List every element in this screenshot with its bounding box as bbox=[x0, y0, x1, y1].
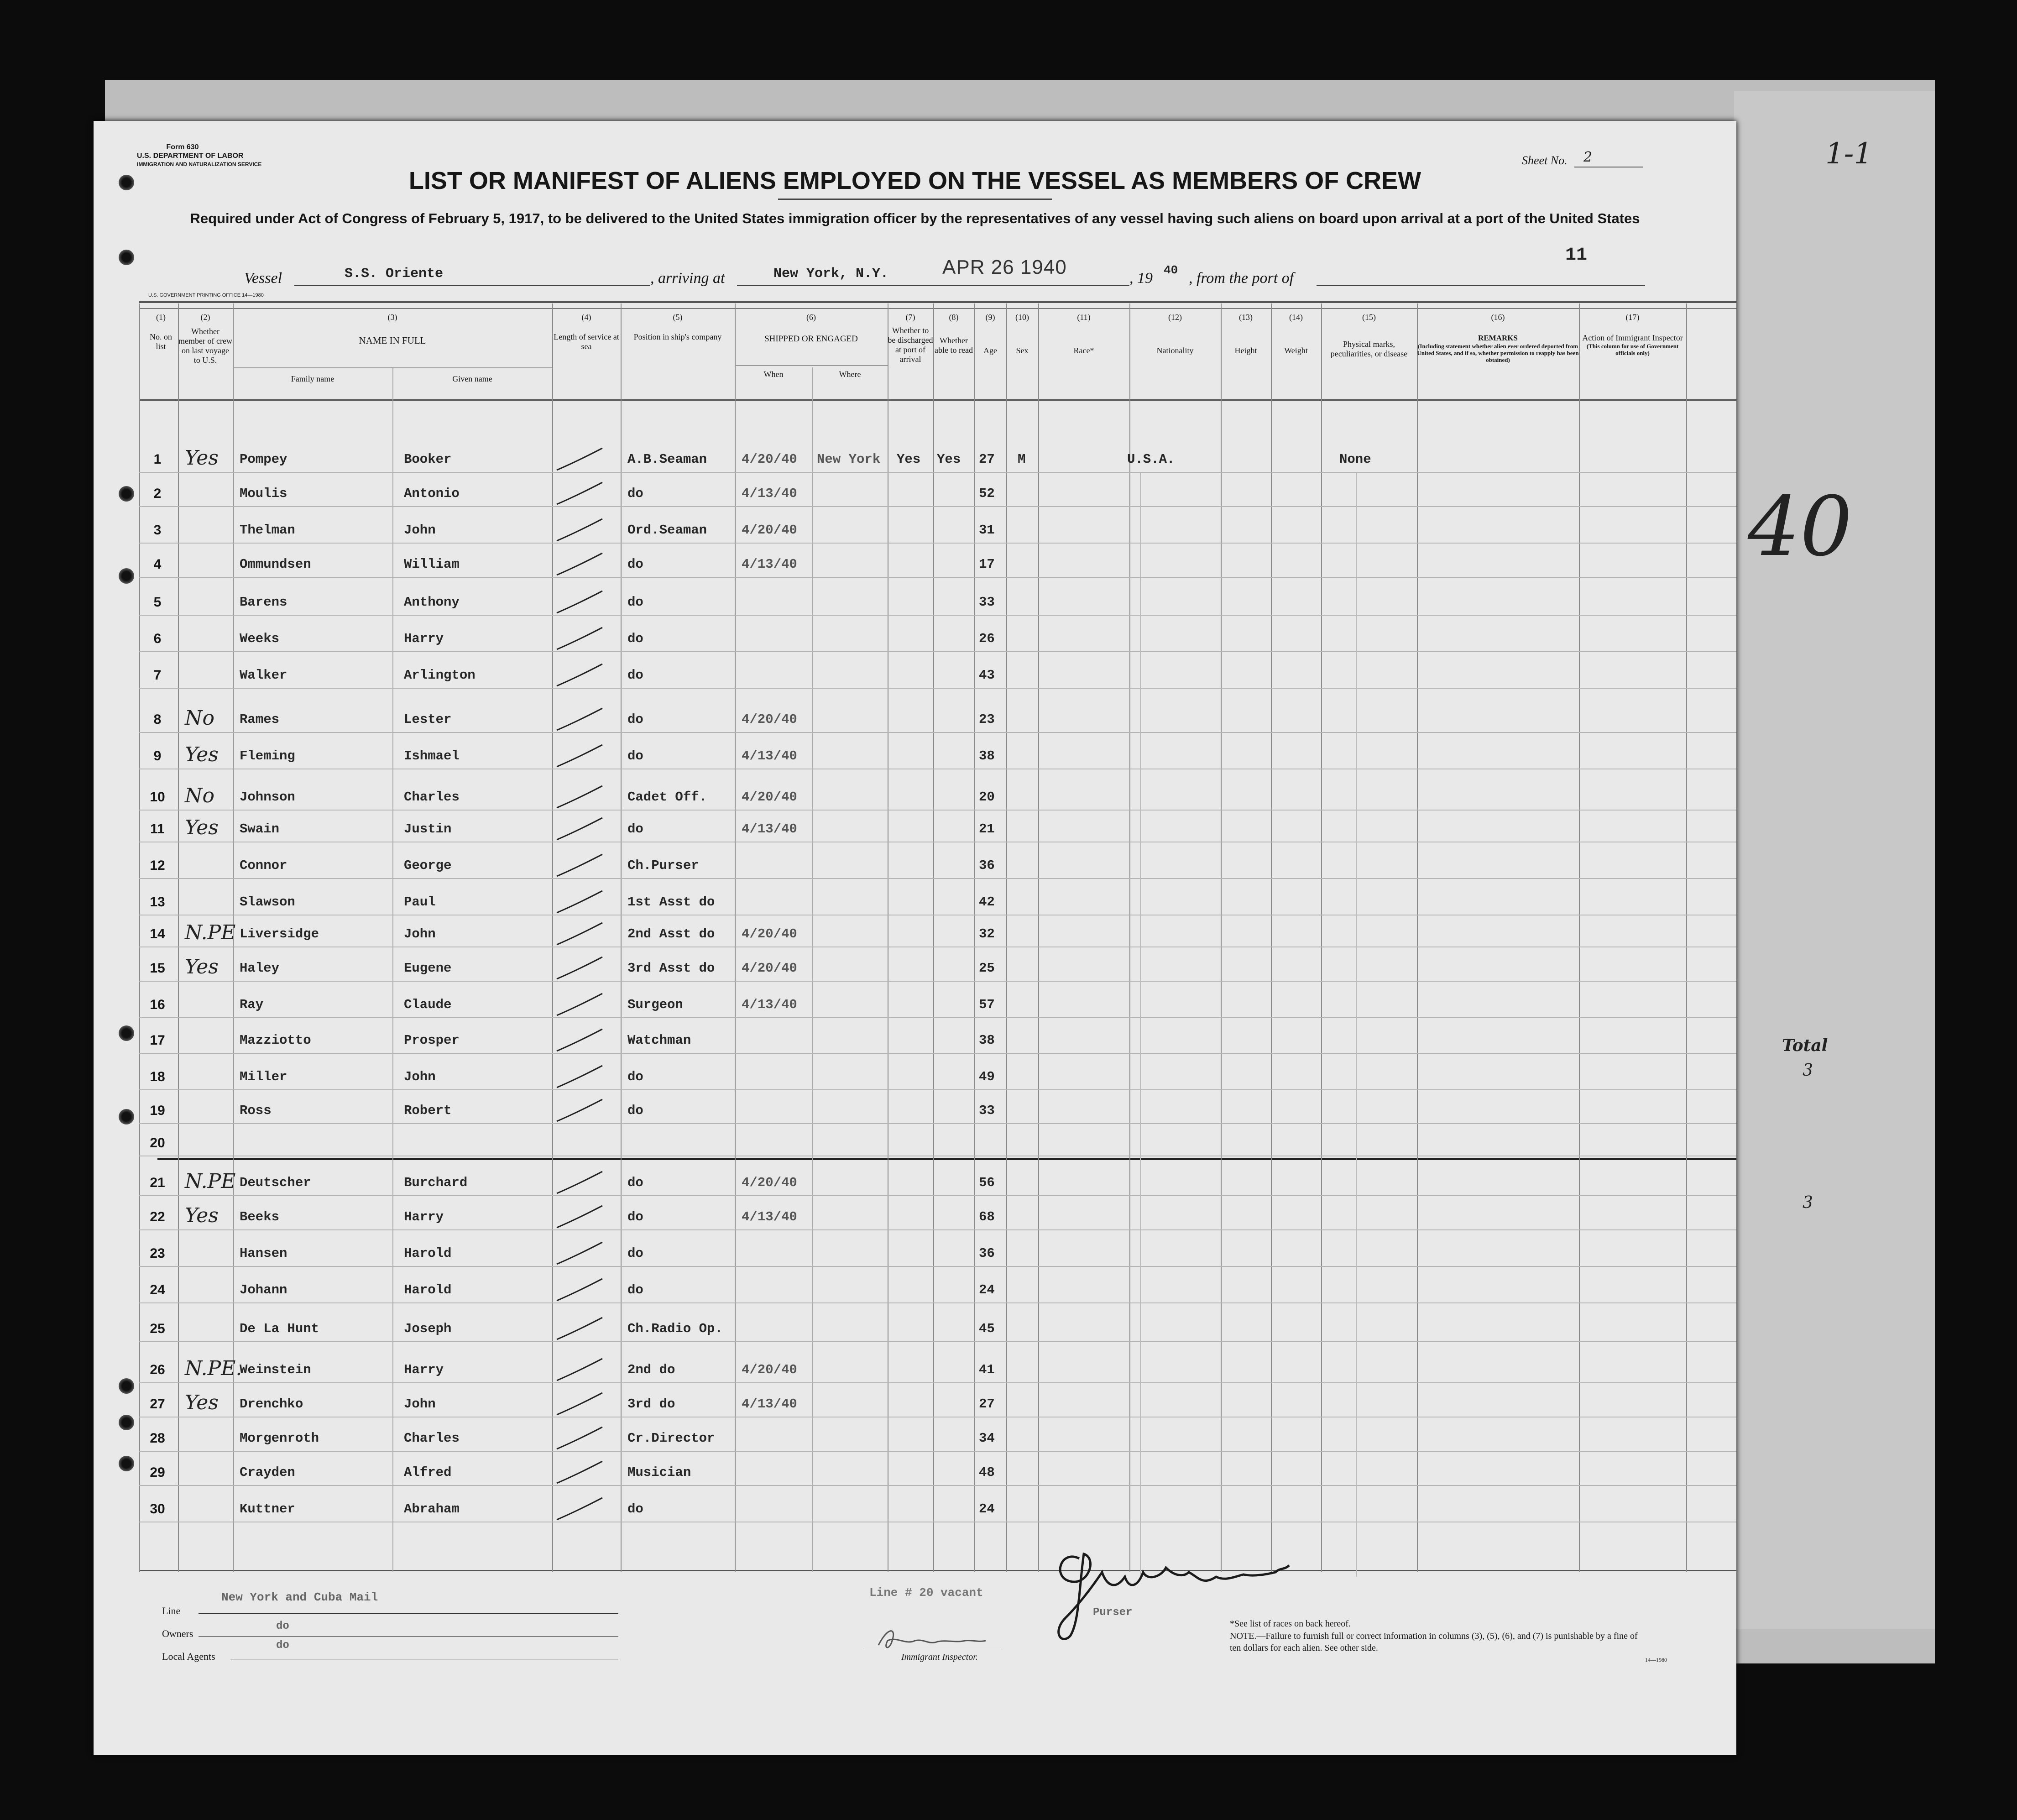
cell-age: 36 bbox=[979, 858, 995, 873]
binder-hole bbox=[119, 1025, 134, 1041]
cell-no: 25 bbox=[150, 1321, 165, 1336]
binder-hole bbox=[119, 486, 134, 502]
service-check bbox=[557, 786, 602, 808]
col-13-header: (13) Height bbox=[1234, 313, 1257, 355]
service-check bbox=[557, 1242, 602, 1264]
cell-age: 36 bbox=[979, 1246, 995, 1261]
cell-family: Ommundsen bbox=[240, 557, 311, 572]
manifest-subtitle: Required under Act of Congress of February 5, 1917, to be delivered to the United States immigration officer by the representatives of any vessel having such aliens on board upon arrival at a port of the United States bbox=[190, 210, 1640, 226]
cell-when: 4/13/40 bbox=[742, 821, 797, 837]
cell-family: Moulis bbox=[240, 486, 287, 501]
manifest-sheet bbox=[94, 121, 1736, 1755]
cell-family: Beeks bbox=[240, 1209, 280, 1224]
cell-position: do bbox=[627, 821, 643, 837]
cell-crew: N.PE bbox=[185, 1170, 236, 1193]
cell-age: 52 bbox=[979, 486, 995, 501]
department: U.S. DEPARTMENT OF LABOR bbox=[137, 152, 244, 160]
cell-no: 3 bbox=[153, 523, 162, 538]
binder-hole bbox=[119, 250, 134, 265]
cell-family: De La Hunt bbox=[240, 1321, 319, 1336]
service-check bbox=[557, 1171, 602, 1193]
cell-age: 24 bbox=[979, 1501, 995, 1517]
cell-age: 33 bbox=[979, 1103, 995, 1118]
cell-given: John bbox=[404, 1396, 436, 1412]
cell-position: do bbox=[627, 595, 643, 610]
cell-age: 49 bbox=[979, 1069, 995, 1084]
col-12-header: (12) Nationality bbox=[1156, 313, 1194, 355]
service-check bbox=[557, 482, 602, 504]
service-name: IMMIGRATION AND NATURALIZATION SERVICE bbox=[137, 161, 262, 167]
cell-age: 32 bbox=[979, 926, 995, 941]
purser-label: Purser bbox=[1093, 1606, 1133, 1619]
service-check-marks bbox=[94, 121, 1736, 1755]
cell-age: 34 bbox=[979, 1431, 995, 1446]
cell-given: William bbox=[404, 557, 460, 572]
service-check bbox=[557, 1099, 602, 1121]
cell-given: Harry bbox=[404, 1209, 444, 1224]
cell-marks: None bbox=[1339, 452, 1371, 467]
cell-age: 20 bbox=[979, 790, 995, 805]
service-check bbox=[557, 994, 602, 1015]
cell-position: do bbox=[627, 1282, 643, 1297]
background-sheet-edge bbox=[1734, 91, 1935, 1629]
cell-position: A.B.Seaman bbox=[627, 452, 707, 467]
cell-read: Yes bbox=[937, 452, 961, 467]
cell-position: do bbox=[627, 748, 643, 764]
cell-given: Burchard bbox=[404, 1175, 468, 1190]
cell-age: 41 bbox=[979, 1362, 995, 1377]
year-prefix: , 19 bbox=[1129, 270, 1153, 287]
cell-given: Harry bbox=[404, 1362, 444, 1377]
vacant-note: Line # 20 vacant bbox=[869, 1586, 983, 1600]
cell-family: Pompey bbox=[240, 452, 287, 467]
service-check bbox=[557, 519, 602, 541]
cell-family: Weeks bbox=[240, 631, 280, 646]
arriving-port: New York, N.Y. bbox=[773, 266, 889, 282]
service-check bbox=[557, 957, 602, 979]
owners-value: do bbox=[276, 1620, 289, 1632]
cell-no: 19 bbox=[150, 1103, 165, 1118]
cell-when: 4/20/40 bbox=[742, 523, 797, 538]
service-check bbox=[557, 448, 602, 470]
cell-when: 4/13/40 bbox=[742, 486, 797, 501]
cell-family: Mazziotto bbox=[240, 1033, 311, 1048]
cell-crew: Yes bbox=[185, 955, 219, 978]
cell-no: 17 bbox=[150, 1033, 165, 1048]
col-6-header: (6) SHIPPED OR ENGAGED bbox=[764, 313, 858, 344]
cell-sex: M bbox=[1018, 452, 1026, 467]
arrival-date-stamp: APR 26 1940 bbox=[942, 256, 1067, 278]
cell-position: do bbox=[627, 712, 643, 727]
cell-family: Connor bbox=[240, 858, 287, 873]
cell-age: 33 bbox=[979, 595, 995, 610]
service-check bbox=[557, 664, 602, 686]
cell-when: 4/13/40 bbox=[742, 1209, 797, 1224]
cell-family: Fleming bbox=[240, 748, 295, 764]
binder-hole bbox=[119, 1378, 134, 1394]
cell-when: 4/20/40 bbox=[742, 961, 797, 976]
sheet-number: 2 bbox=[1583, 149, 1593, 165]
cell-age: 38 bbox=[979, 1033, 995, 1048]
cell-position: Ch.Radio Op. bbox=[627, 1321, 723, 1336]
margin-total-1: 3 bbox=[1803, 1061, 1813, 1080]
cell-crew: N.PE. bbox=[185, 1357, 242, 1380]
service-check bbox=[557, 923, 602, 945]
cell-crew: Yes bbox=[185, 816, 219, 839]
cell-no: 11 bbox=[150, 821, 165, 837]
cell-given: Charles bbox=[404, 1431, 460, 1446]
cell-position: do bbox=[627, 1069, 643, 1084]
cell-family: Slawson bbox=[240, 894, 295, 910]
count-number: 11 bbox=[1565, 245, 1588, 266]
cell-age: 27 bbox=[979, 452, 995, 467]
cell-given: Prosper bbox=[404, 1033, 460, 1048]
cell-no: 6 bbox=[153, 631, 162, 646]
cell-no: 7 bbox=[153, 668, 162, 683]
cell-crew: No bbox=[185, 706, 214, 730]
cell-when: 4/20/40 bbox=[742, 926, 797, 941]
col-1-header: (1) No. on list bbox=[150, 313, 172, 351]
line-label: Line bbox=[162, 1605, 181, 1616]
cell-position: 2nd Asst do bbox=[627, 926, 715, 941]
cell-no: 24 bbox=[150, 1282, 165, 1297]
cell-crew: N.PE bbox=[185, 921, 236, 944]
binder-hole bbox=[119, 568, 134, 584]
cell-no: 16 bbox=[150, 997, 165, 1012]
cell-position: do bbox=[627, 1103, 643, 1118]
service-check bbox=[557, 745, 602, 767]
service-check bbox=[557, 1359, 602, 1381]
cell-family: Drenchko bbox=[240, 1396, 303, 1412]
cell-position: Ord.Seaman bbox=[627, 523, 707, 538]
cell-no: 10 bbox=[150, 790, 165, 805]
service-check bbox=[557, 891, 602, 913]
cell-position: do bbox=[627, 486, 643, 501]
cell-given: Alfred bbox=[404, 1465, 452, 1480]
service-check bbox=[557, 1066, 602, 1088]
cell-age: 48 bbox=[979, 1465, 995, 1480]
cell-age: 27 bbox=[979, 1396, 995, 1412]
cell-age: 25 bbox=[979, 961, 995, 976]
cell-crew: Yes bbox=[185, 1204, 219, 1227]
cell-no: 1 bbox=[153, 452, 162, 467]
col-10-header: (10) Sex bbox=[1015, 313, 1029, 355]
cell-age: 21 bbox=[979, 821, 995, 837]
cell-given: Booker bbox=[404, 452, 452, 467]
cell-position: do bbox=[627, 668, 643, 683]
marks-ditto-line bbox=[1356, 472, 1357, 1577]
binder-hole bbox=[119, 1109, 134, 1124]
col-4-header: (4) Length of service at sea bbox=[554, 313, 619, 351]
cell-given: Harold bbox=[404, 1246, 452, 1261]
inspector-label: Immigrant Inspector. bbox=[901, 1652, 978, 1662]
cell-given: Harry bbox=[404, 631, 444, 646]
cell-given: Eugene bbox=[404, 961, 452, 976]
cell-family: Walker bbox=[240, 668, 287, 683]
cell-family: Rames bbox=[240, 712, 280, 727]
cell-given: Robert bbox=[404, 1103, 452, 1118]
cell-position: do bbox=[627, 1209, 643, 1224]
cell-given: George bbox=[404, 858, 452, 873]
col-14-header: (14) Weight bbox=[1284, 313, 1308, 355]
col-8-header: (8) Whether able to read bbox=[935, 313, 973, 355]
manifest-title: LIST OR MANIFEST OF ALIENS EMPLOYED ON THE VESSEL AS MEMBERS OF CREW bbox=[408, 167, 1421, 194]
year-value: 40 bbox=[1164, 263, 1178, 277]
service-check bbox=[557, 1393, 602, 1415]
cell-position: do bbox=[627, 1175, 643, 1190]
cell-given: Abraham bbox=[404, 1501, 460, 1517]
cell-position: 2nd do bbox=[627, 1362, 675, 1377]
service-check bbox=[557, 1427, 602, 1449]
cell-no: 27 bbox=[150, 1396, 165, 1412]
cell-no: 13 bbox=[150, 894, 165, 910]
cell-discharged: Yes bbox=[897, 452, 921, 467]
service-check bbox=[557, 1029, 602, 1051]
cell-given: Justin bbox=[404, 821, 452, 837]
margin-total-2: 3 bbox=[1803, 1193, 1813, 1212]
vessel-label: Vessel bbox=[244, 270, 282, 287]
arriving-label: , arriving at bbox=[650, 270, 725, 287]
margin-total-label: Total bbox=[1782, 1036, 1828, 1055]
binder-hole bbox=[119, 175, 134, 190]
form-code: 14—1980 bbox=[1645, 1657, 1667, 1663]
cell-when: 4/20/40 bbox=[742, 712, 797, 727]
cell-family: Haley bbox=[240, 961, 280, 976]
service-check bbox=[557, 591, 602, 613]
cell-given: John bbox=[404, 926, 436, 941]
cell-no: 9 bbox=[153, 748, 162, 764]
cell-crew: Yes bbox=[185, 1391, 219, 1414]
cell-no: 21 bbox=[150, 1175, 165, 1190]
races-footnote: *See list of races on back hereof. bbox=[1230, 1619, 1351, 1629]
cell-family: Thelman bbox=[240, 523, 295, 538]
cell-position: do bbox=[627, 557, 643, 572]
cell-family: Ross bbox=[240, 1103, 272, 1118]
cell-when: 4/20/40 bbox=[742, 1175, 797, 1190]
service-check bbox=[557, 854, 602, 876]
cell-family: Johann bbox=[240, 1282, 287, 1297]
cell-position: do bbox=[627, 1246, 643, 1261]
service-check bbox=[557, 1498, 602, 1520]
cell-family: Miller bbox=[240, 1069, 287, 1084]
line-value: New York and Cuba Mail bbox=[221, 1590, 378, 1604]
cell-age: 24 bbox=[979, 1282, 995, 1297]
local-agents-label: Local Agents bbox=[162, 1651, 215, 1662]
cell-given: John bbox=[404, 523, 436, 538]
col-7-header: (7) Whether to be discharged at port of arrival bbox=[888, 313, 933, 364]
corner-mark: 1-1 bbox=[1825, 137, 1873, 171]
cell-age: 31 bbox=[979, 523, 995, 538]
cell-family: Morgenroth bbox=[240, 1431, 319, 1446]
line-underline bbox=[199, 1613, 618, 1614]
cell-position: Watchman bbox=[627, 1033, 691, 1048]
col-2-header: (2) Whether member of crew on last voyage to U.S. bbox=[178, 313, 232, 365]
cell-when: 4/13/40 bbox=[742, 997, 797, 1012]
cell-age: 45 bbox=[979, 1321, 995, 1336]
cell-position: Surgeon bbox=[627, 997, 683, 1012]
cell-given: Lester bbox=[404, 712, 452, 727]
cell-no: 22 bbox=[150, 1209, 165, 1224]
printer-line: U.S. GOVERNMENT PRINTING OFFICE 14—1980 bbox=[148, 293, 264, 298]
cell-age: 42 bbox=[979, 894, 995, 910]
cell-no: 23 bbox=[150, 1246, 165, 1261]
cell-age: 56 bbox=[979, 1175, 995, 1190]
cell-given: Arlington bbox=[404, 668, 476, 683]
service-check bbox=[557, 818, 602, 840]
cell-age: 17 bbox=[979, 557, 995, 572]
owners-underline bbox=[199, 1636, 618, 1637]
cell-no: 8 bbox=[153, 712, 162, 727]
cell-crew: Yes bbox=[185, 743, 219, 766]
cell-when: 4/20/40 bbox=[742, 452, 797, 467]
cell-position: Cadet Off. bbox=[627, 790, 707, 805]
cell-family: Swain bbox=[240, 821, 280, 837]
sheet-label: Sheet No. bbox=[1522, 154, 1568, 167]
cell-no: 14 bbox=[150, 926, 165, 941]
binder-hole bbox=[119, 1456, 134, 1471]
col-6-when-header: When bbox=[763, 370, 784, 379]
cell-given: Harold bbox=[404, 1282, 452, 1297]
cell-family: Liversidge bbox=[240, 926, 319, 941]
service-check bbox=[557, 1461, 602, 1483]
cell-no: 30 bbox=[150, 1501, 165, 1517]
cell-given: Anthony bbox=[404, 595, 460, 610]
cell-given: Claude bbox=[404, 997, 452, 1012]
cell-when: 4/13/40 bbox=[742, 748, 797, 764]
service-check bbox=[557, 708, 602, 730]
cell-no: 15 bbox=[150, 961, 165, 976]
cell-no: 20 bbox=[150, 1135, 165, 1151]
service-check bbox=[557, 628, 602, 649]
cell-position: 1st Asst do bbox=[627, 894, 715, 910]
cell-no: 5 bbox=[153, 595, 162, 610]
cell-age: 43 bbox=[979, 668, 995, 683]
cell-when: 4/13/40 bbox=[742, 557, 797, 572]
cell-given: John bbox=[404, 1069, 436, 1084]
service-check bbox=[557, 553, 602, 575]
margin-big-mark: 40 bbox=[1748, 479, 1853, 575]
cell-given: Ishmael bbox=[404, 748, 460, 764]
cell-age: 26 bbox=[979, 631, 995, 646]
binder-hole bbox=[119, 1415, 134, 1430]
cell-family: Weinstein bbox=[240, 1362, 311, 1377]
from-port-label: , from the port of bbox=[1189, 270, 1294, 287]
cell-family: Hansen bbox=[240, 1246, 287, 1261]
cell-crew: No bbox=[185, 784, 214, 807]
cell-position: Cr.Director bbox=[627, 1431, 715, 1446]
cell-given: Joseph bbox=[404, 1321, 452, 1336]
cell-age: 38 bbox=[979, 748, 995, 764]
col-15-header: (15) Physical marks, peculiarities, or disease bbox=[1330, 313, 1408, 358]
cell-family: Ray bbox=[240, 997, 264, 1012]
cell-age: 57 bbox=[979, 997, 995, 1012]
cell-position: 3rd do bbox=[627, 1396, 675, 1412]
form-number: Form 630 bbox=[166, 143, 199, 151]
cell-position: do bbox=[627, 1501, 643, 1517]
cell-crew: Yes bbox=[185, 446, 219, 470]
col-11-header: (11) Race* bbox=[1073, 313, 1094, 355]
cell-family: Johnson bbox=[240, 790, 295, 805]
col-16-header: (16) REMARKS (Including statement whether alien ever ordered deported from United States, and if so, whether permission to reapply has been obtained) bbox=[1417, 313, 1579, 363]
col-3-family-header: Family name bbox=[291, 374, 334, 383]
cell-family: Crayden bbox=[240, 1465, 295, 1480]
col-5-header: (5) Position in ship's company bbox=[633, 313, 722, 341]
cell-position: 3rd Asst do bbox=[627, 961, 715, 976]
cell-position: Musician bbox=[627, 1465, 691, 1480]
cell-no: 4 bbox=[153, 557, 162, 572]
cell-where: New York bbox=[817, 452, 881, 467]
service-check bbox=[557, 1279, 602, 1301]
fine-footnote: NOTE.—Failure to furnish full or correct information in columns (3), (5), (6), and (7) is punishable by a fine of ten dollars for each alien. See other side. bbox=[1230, 1631, 1638, 1653]
col-17-header: (17) Action of Immigrant Inspector (This column for use of Government officials only) bbox=[1582, 313, 1683, 356]
nationality-ditto-line bbox=[1140, 472, 1141, 1577]
service-check bbox=[557, 1206, 602, 1228]
cell-when: 4/20/40 bbox=[742, 1362, 797, 1377]
cell-no: 26 bbox=[150, 1362, 165, 1377]
vessel-name: S.S. Oriente bbox=[345, 266, 444, 282]
cell-when: 4/20/40 bbox=[742, 790, 797, 805]
cell-family: Kuttner bbox=[240, 1501, 295, 1517]
cell-no: 2 bbox=[153, 486, 162, 501]
cell-no: 12 bbox=[150, 858, 165, 873]
owners-label: Owners bbox=[162, 1628, 193, 1639]
cell-nationality: U.S.A. bbox=[1127, 452, 1175, 467]
cell-position: Ch.Purser bbox=[627, 858, 699, 873]
cell-age: 68 bbox=[979, 1209, 995, 1224]
cell-family: Barens bbox=[240, 595, 287, 610]
cell-when: 4/13/40 bbox=[742, 1396, 797, 1412]
cell-no: 18 bbox=[150, 1069, 165, 1084]
cell-given: Paul bbox=[404, 894, 436, 910]
cell-no: 29 bbox=[150, 1465, 165, 1480]
service-check bbox=[557, 1318, 602, 1339]
cell-given: Charles bbox=[404, 790, 460, 805]
cell-no: 28 bbox=[150, 1431, 165, 1446]
cell-family: Deutscher bbox=[240, 1175, 311, 1190]
local-agents-value: do bbox=[276, 1639, 289, 1652]
col-6-where-header: Where bbox=[839, 370, 861, 379]
cell-age: 23 bbox=[979, 712, 995, 727]
col-9-header: (9) Age bbox=[983, 313, 997, 355]
col-3-header: (3) NAME IN FULL bbox=[359, 313, 426, 346]
col-3-given-header: Given name bbox=[452, 374, 492, 383]
cell-position: do bbox=[627, 631, 643, 646]
cell-given: Antonio bbox=[404, 486, 460, 501]
